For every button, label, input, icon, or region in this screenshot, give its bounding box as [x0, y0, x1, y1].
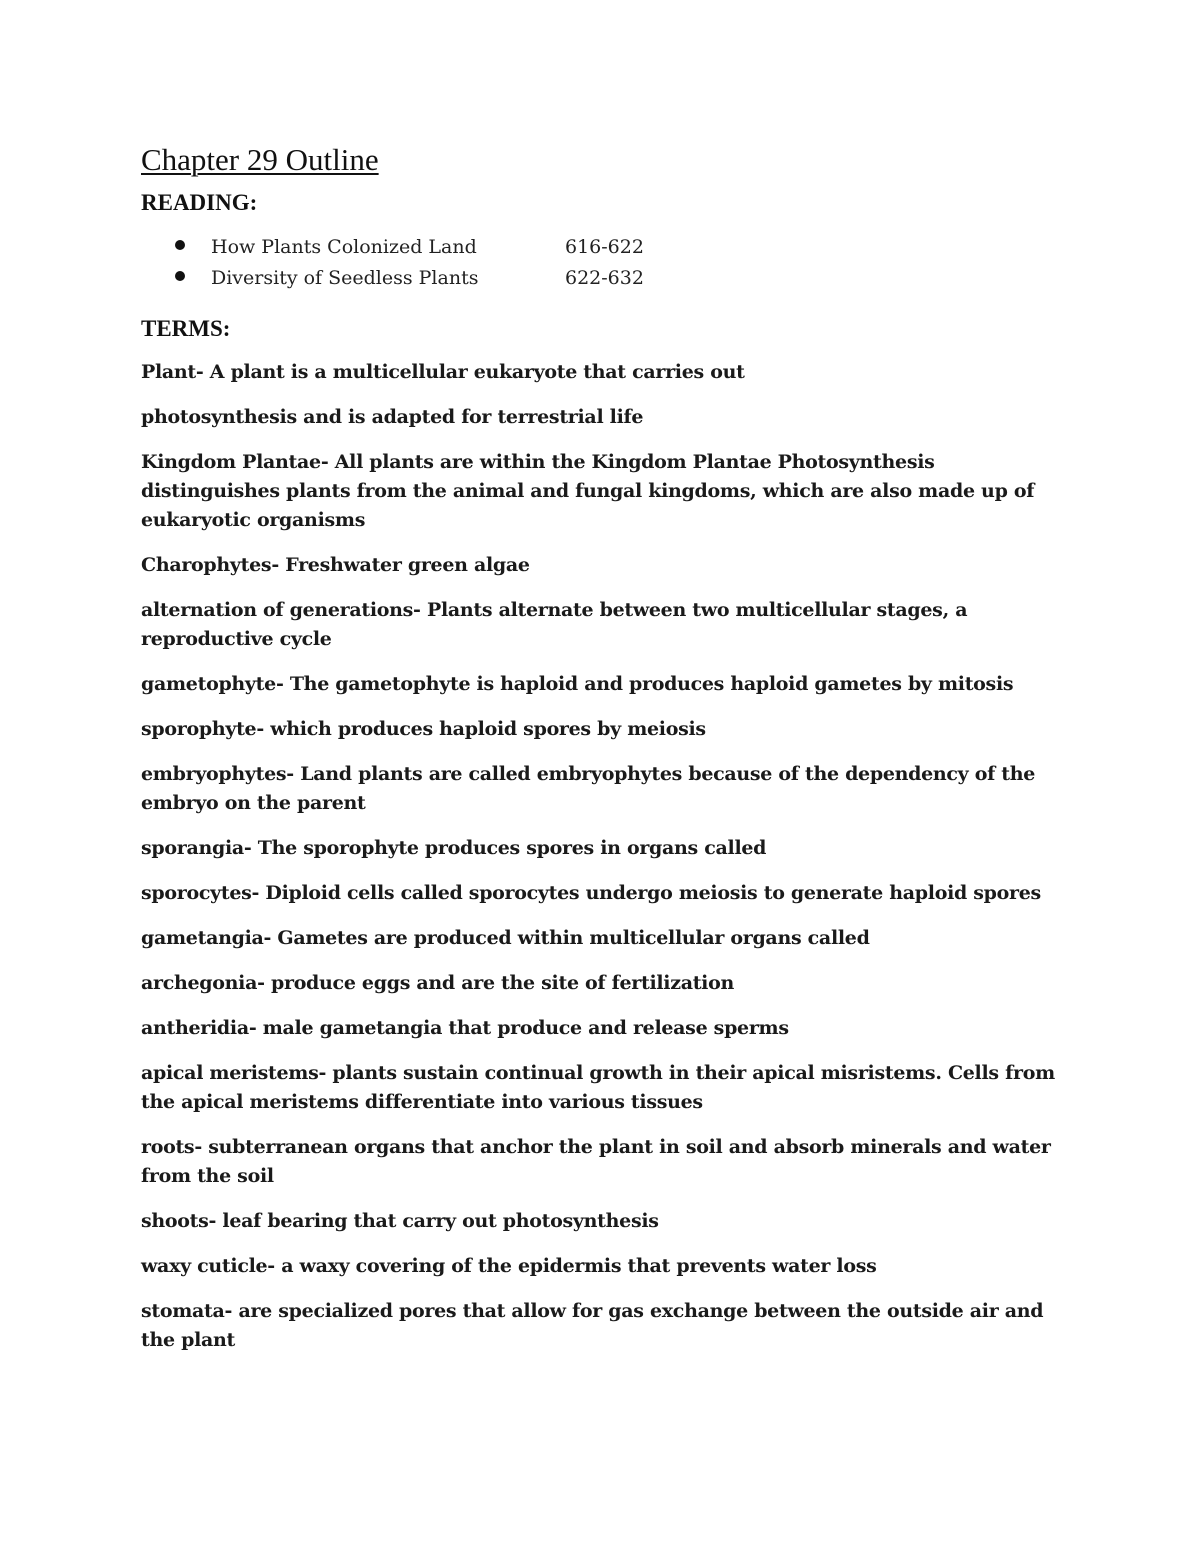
terms-heading: TERMS: [141, 316, 231, 341]
term-plant-continued: photosynthesis and is adapted for terrestrial life [141, 406, 644, 428]
list-item [141, 263, 1061, 294]
term-kingdom-plantae: Kingdom Plantae- All plants are within the Kingdom Plantae Photosynthesis distinguishes plants from the animal and fungal kingdoms, which are also made up of eukaryotic organisms [141, 451, 1035, 531]
term-plant: Plant- A plant is a multicellular eukaryote that carries out [141, 361, 745, 383]
term-waxy-cuticle: waxy cuticle- a waxy covering of the epidermis that prevents water loss [141, 1255, 877, 1277]
term-shoots: shoots- leaf bearing that carry out photosynthesis [141, 1210, 659, 1232]
term-sporocytes: sporocytes- Diploid cells called sporocytes undergo meiosis to generate haploid spores [141, 882, 1041, 904]
term-antheridia: antheridia- male gametangia that produce and release sperms [141, 1017, 789, 1039]
reading-heading: READING: [141, 190, 258, 215]
reading-pages: 622-632 [565, 267, 644, 289]
term-apical-meristems: apical meristems- plants sustain continual growth in their apical misristems. Cells from the apical meristems differentiate into various tissues [141, 1062, 1055, 1113]
bullet-icon [175, 271, 185, 281]
reading-pages: 616-622 [565, 236, 644, 258]
page-title: Chapter 29 Outline [141, 142, 379, 177]
term-gametangia: gametangia- Gametes are produced within multicellular organs called [141, 927, 870, 949]
term-charophytes: Charophytes- Freshwater green algae [141, 554, 530, 576]
term-sporophyte: sporophyte- which produces haploid spores by meiosis [141, 718, 706, 740]
term-embryophytes: embryophytes- Land plants are called embryophytes because of the dependency of the embryo on the parent [141, 763, 1036, 814]
term-roots: roots- subterranean organs that anchor the plant in soil and absorb minerals and water from the soil [141, 1136, 1051, 1187]
term-sporangia: sporangia- The sporophyte produces spores in organs called [141, 837, 767, 859]
term-alternation-of-generations: alternation of generations- Plants alternate between two multicellular stages, a reproductive cycle [141, 599, 968, 650]
document-page [141, 136, 1061, 1371]
list-item [141, 232, 1061, 263]
terms-list [141, 358, 1061, 1355]
reading-title: How Plants Colonized Land [211, 236, 477, 258]
reading-list [141, 232, 1061, 294]
reading-title: Diversity of Seedless Plants [211, 267, 479, 289]
term-gametophyte: gametophyte- The gametophyte is haploid and produces haploid gametes by mitosis [141, 673, 1014, 695]
bullet-icon [175, 240, 185, 250]
term-archegonia: archegonia- produce eggs and are the site of fertilization [141, 972, 734, 994]
term-stomata: stomata- are specialized pores that allow for gas exchange between the outside air and the plant [141, 1300, 1044, 1351]
